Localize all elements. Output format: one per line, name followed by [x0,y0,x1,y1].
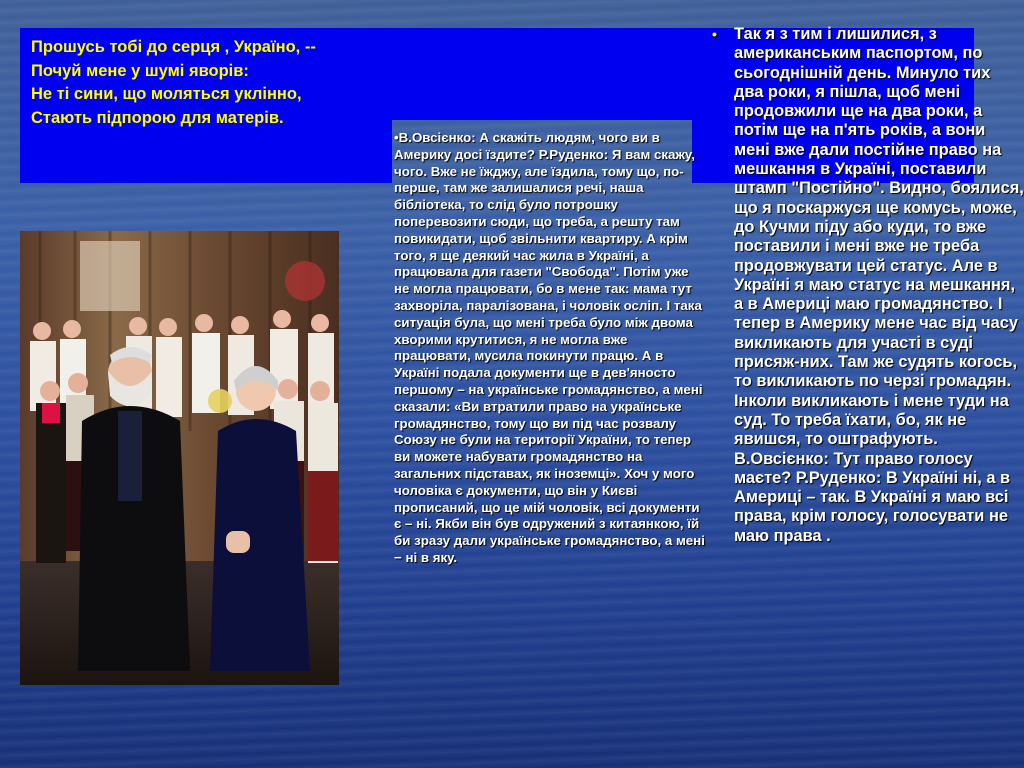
poem-block [31,36,411,130]
paragraph-text: Так я з тим і лишилися, з американським паспортом, по сьогоднішній день. Минуло тих два роки, я пішла, щоб мені продовжили ще на два роки, а потім ще на п'ять років, а вони мені вже дали постійне право на мешкання в Україні, поставили штамп "Постійно". Видно, боялися, що я поскаржуся ще комусь, може, до Кучми піду або куди, то вже поставили і мені вже не треба продовжувати цей статус. Але в Україні я маю статус на мешкання, а в Америці маю громадянство. І тепер в Америку мене час від часу викликають для участі в суді присяж-них. Там же судять когось, то викликають по черзі громадян. Інколи викликають і мене туди на суд. То треба їхати, бо, як не явишся, то оштрафують. В.Овсієнко: Тут право голосу маєте? Р.Руденко: В Україні ні, а в Америці – так. В Україні я маю всі права, крім голосу, голосувати не маю права . [734,25,1024,545]
group-photo-illustration [20,231,339,685]
poem-line: Почуй мене у шумі яворів: [31,61,249,80]
group-photo [20,231,339,685]
interview-text-middle: •В.Овсієнко: А скажіть людям, чого ви в Америку досі їздите? Р.Руденко: Я вам скажу, чого. Вже не їжджу, але їздила, тому що, по-перше, там же залишалися речі, наша бібліотека, то слід було потрошку поперевозити сюди, що треба, а решту там повикидати, щоб звільнити квартиру. А крім того, я ще деякий час жила в Україні, а працювала для газети "Свобода". Потім уже не могла працювати, бо в мене так: мама тут захворіла, паралізована, і чоловік осліп. І така ситуація була, що мені треба було між двома хворими крутитися, я не могла вже працювати, мусила покинути працю. А в Україні подала документи ще в дев'яносто першому – на українське громадянство, а мені сказали: «Ви втратили право на українське громадянство, тому що ви під час розвалу Союзу не були на території України, то тепер ви можете набувати громадянство на загальних підставах, як іноземці». Хоч у мого чоловіка є документи, що він у Києві прописаний, що це мій чоловік, всі документи є – ні. Якби він був одружений з китаянкою, їй би зразу дали українське громадянство, а мені − ні в яку. [394,130,705,565]
poem-line: Не ті сини, що моляться уклінно, [31,85,302,103]
interview-text-right [712,25,1024,546]
poem-line: Стають підпорою для матерів. [31,108,284,127]
bullet-paragraph [712,25,1024,546]
poem-line: Прошусь тобі до серця , Україно, -- [31,38,316,56]
title-box-extension [392,28,692,120]
bullet-icon: • [712,26,717,42]
